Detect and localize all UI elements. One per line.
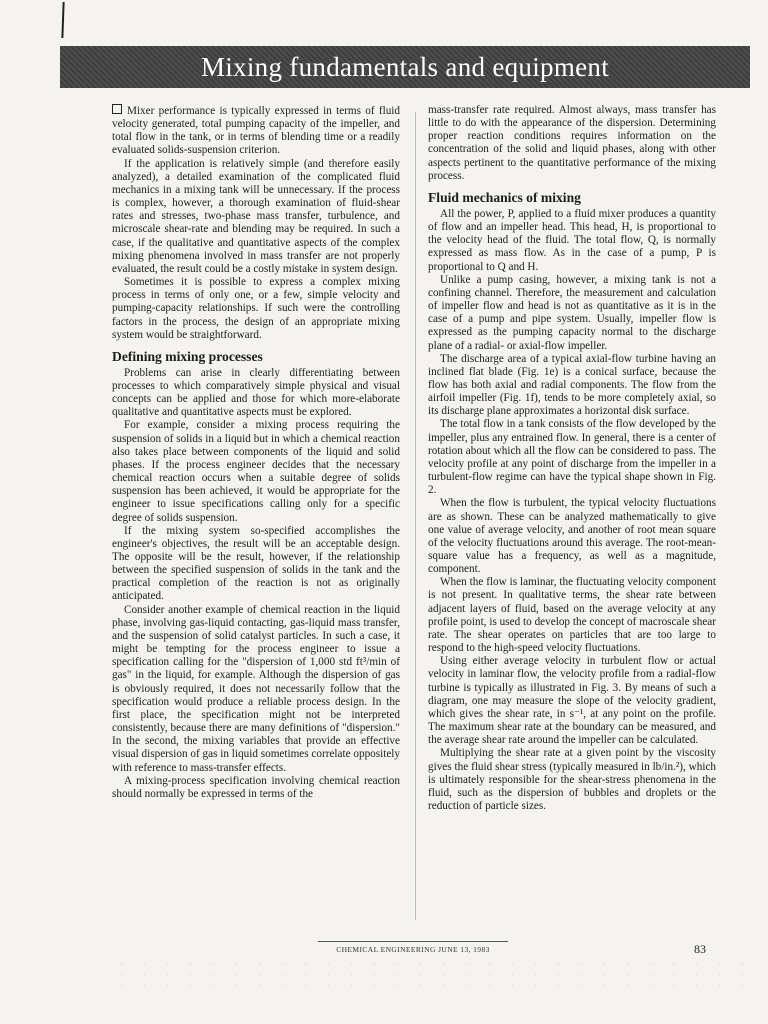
page-title: Mixing fundamentals and equipment — [200, 51, 610, 82]
body-paragraph: Using either average velocity in turbulent flow or actual velocity in laminar flow, the velocity profile from a radial-flow turbine is typically as illustrated in Fig. 3. By means of such a diagram, one may measure the slope of the velocity gradient, which gives the shear rate, in s⁻¹, at any point on the profile. The maximum shear rate at the boundary can be measured, and the average shear rate around the impeller can be calculated. — [428, 655, 716, 747]
body-paragraph: Sometimes it is possible to express a complex mixing process in terms of only one, or a few, simple velocity and pumping-capacity relationships. If such were the controlling factors in the process, the design of an appropriate mixing system would be straightforward. — [112, 276, 400, 341]
body-paragraph: Multiplying the shear rate at a given point by the viscosity gives the fluid shear stress (typically measured in lb/in.²), which is ultimately responsible for the shear-stress phenomena in the fluid, such as the dispersion of bubbles and droplets or the reduction of particle sizes. — [428, 747, 716, 812]
page-number: 83 — [694, 942, 706, 956]
body-paragraph: For example, consider a mixing process requiring the suspension of solids in a liquid but in which a chemical reaction also takes place between components of the liquid and solid phases. If the process engineer decides that the necessary chemical reaction occurs when a suitable degree of solids suspension has been achieved, it would be appropriate for the engineer to issue specifications calling only for a specific degree of solids suspension. — [112, 419, 400, 524]
intro-paragraph: Mixer performance is typically expressed in terms of fluid velocity generated, total pumping capacity of the impeller, and total flow in the tank, or in terms of blending time or a readily evaluated solids-suspension criterion. — [112, 105, 400, 157]
body-paragraph: The discharge area of a typical axial-flow turbine having an inclined flat blade (Fig. 1e) is a conical surface, because the flow has both axial and radial components. The flow from the airfoil impeller (Fig. 1f), tends to be more completely axial, so its discharge plane approximates a horizontal disk surface. — [428, 352, 716, 418]
body-paragraph: When the flow is turbulent, the typical velocity fluctuations are as shown. These can be analyzed mathematically to give one value of average velocity, and another of root mean square of the velocity fluctuations around this average. The root-mean-square value has a frequency, as well as a magnitude, component. — [428, 497, 716, 576]
body-paragraph: All the power, P, applied to a fluid mixer produces a quantity of flow and an impeller head. This head, H, is proportional to the velocity head of the fluid. The total flow, Q, is normally expressed as mass flow. As in the case of a pump, P is proportional to Q and H. — [428, 207, 716, 273]
section-heading-fluid-mechanics: Fluid mechanics of mixing — [428, 189, 581, 205]
footer-rule — [318, 941, 508, 942]
body-paragraph: Consider another example of chemical reaction in the liquid phase, involving gas-liquid contacting, gas-liquid mass transfer, and the suspension of solid catalyst particles. In such a case, it might be tempting for the process engineer to issue a specification calling for the "dispersion of 1,000 std ft³/min of gas" in the liquid, for example. Although the dispersion of gas is obviously required, it does not necessarily follow that the specification would produce a reliable process design. In the first place, the specification might not be interpreted consistently, because there are many definitions of "dispersion." In the second, the mixing variables that provide an effective visual dispersion of gas in liquid sometimes correlate oppositely with reference to mass-transfer effects. — [112, 603, 400, 774]
body-paragraph: A mixing-process specification involving chemical reaction should normally be expressed in terms of the — [112, 774, 400, 800]
checkbox-bullet-icon — [112, 104, 122, 114]
scan-artifact-mark — [61, 2, 64, 38]
right-column — [428, 104, 716, 813]
journal-footer: CHEMICAL ENGINEERING JUNE 13, 1983 — [336, 945, 490, 954]
column-divider — [415, 112, 416, 920]
body-paragraph: If the application is relatively simple (and therefore easily analyzed), a detailed examination of the complicated fluid mechanics in a mixing tank will be unnecessary. If the process is complex, however, a thorough examination of fluid-shear rates and stresses, two-phase mass transfer, turbulence, and microscale shear-rate and blending may be required. In such a case, if the qualitative and quantitative aspects of the complex mixing phenomena involved in mass transfer are not properly evaluated, the result could be a costly mistake in system design. — [112, 157, 400, 275]
scan-speckle — [110, 958, 750, 988]
body-paragraph: Problems can arise in clearly differentiating between processes to which comparatively simple physical and visual concepts can be applied and those for which more-elaborate qualitative and quantitative aspects must be explored. — [112, 366, 400, 419]
body-paragraph: Unlike a pump casing, however, a mixing tank is not a confining channel. Therefore, the measurement and calculation of impeller flow and head is not as quantitative as it is in the case of a pump and pipe system. Usually, impeller flow is expressed as the pumping capacity normal to the discharge plane of a radial- or axial-flow impeller. — [428, 273, 716, 352]
title-banner — [60, 46, 750, 88]
continuation-paragraph: mass-transfer rate required. Almost always, mass transfer has little to do with the appearance of the dispersion. Determining proper reaction conditions requires information on the concentration of the solid and liquid phases, along with other aspects pertinent to the quantitative performance of the mixing process. — [428, 104, 716, 182]
left-column — [112, 104, 400, 801]
body-paragraph: If the mixing system so-specified accomplishes the engineer's objectives, the result will be an acceptable design. The opposite will be the result, however, if the relationship between the specified suspension of solids in the tank and the practical completion of the reaction is not as originally anticipated. — [112, 524, 400, 603]
body-paragraph: The total flow in a tank consists of the flow developed by the impeller, plus any entrained flow. In general, there is a center of rotation about which all the flow can be considered to pass. The velocity profile at any point of discharge from the impeller in a turbulent-flow regime can have the typical shape shown in Fig. 2. — [428, 418, 716, 497]
body-paragraph: When the flow is laminar, the fluctuating velocity component is not present. In qualitative terms, the shear rate between adjacent layers of fluid, based on the average velocity at any profile point, is used to develop the concept of macroscale shear rate. The shear operates on particles that are too large to respond to the high-speed velocity fluctuations. — [428, 576, 716, 655]
section-heading-defining: Defining mixing processes — [112, 348, 263, 364]
